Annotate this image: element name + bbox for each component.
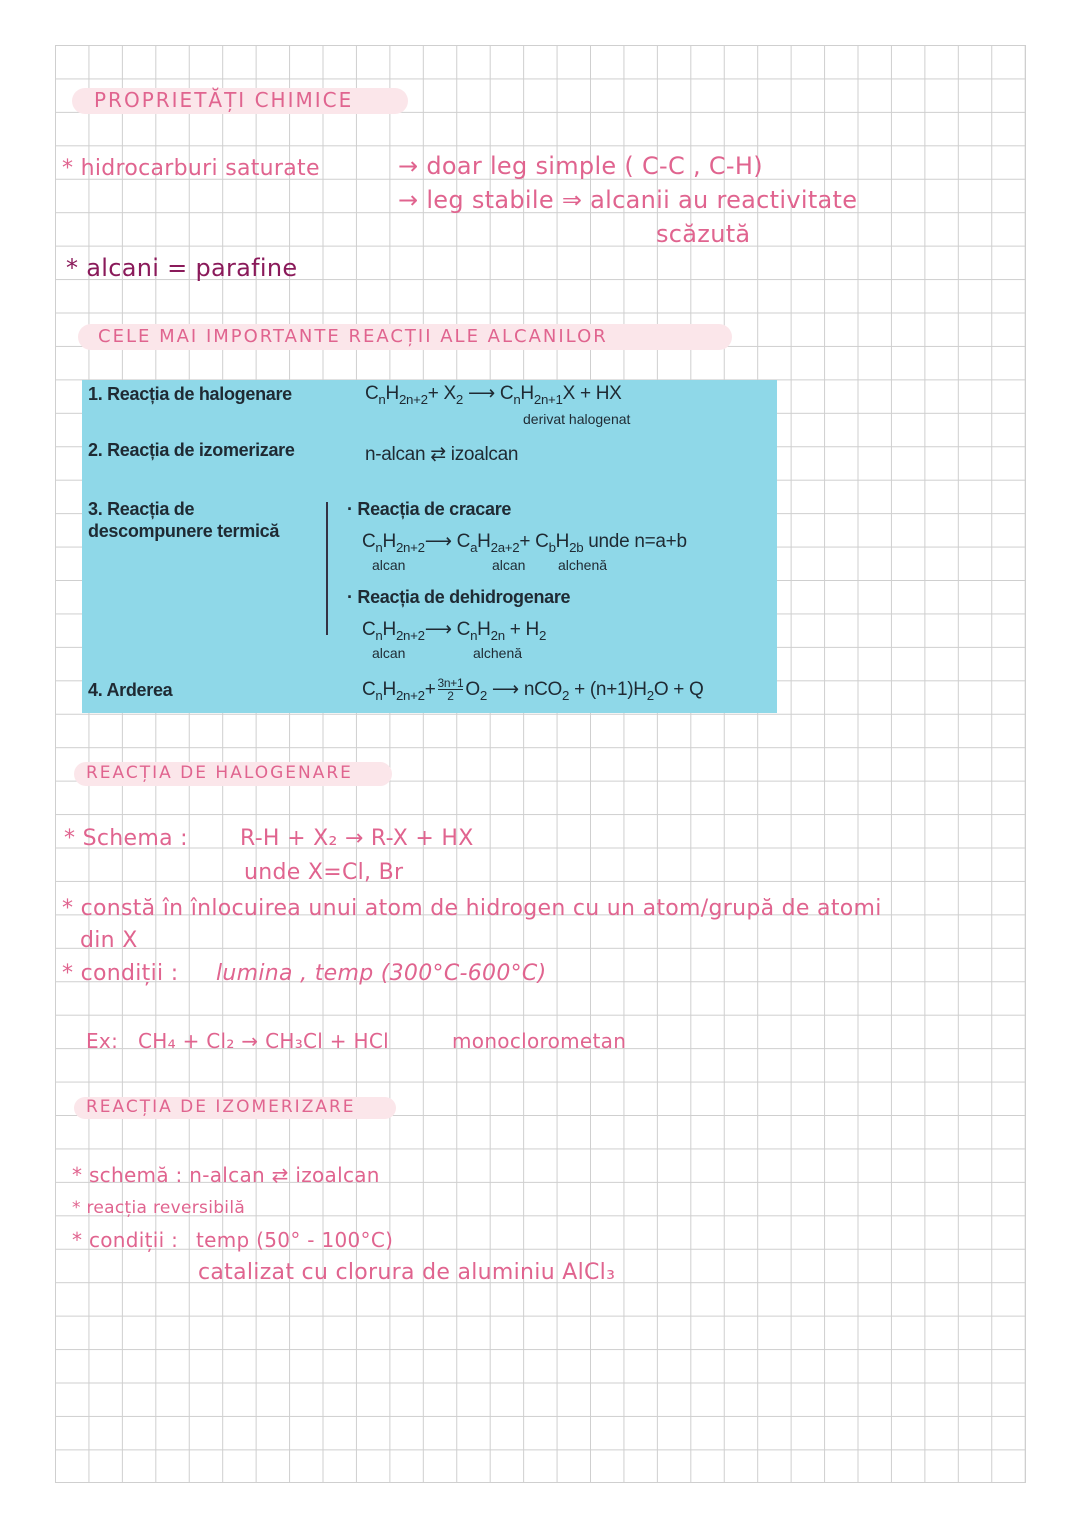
izomerizare-reversible: * reacția reversibilă <box>72 1198 246 1218</box>
intro-simple-bonds: → doar leg simple ( C-C , C-H) <box>398 152 763 180</box>
halogenare-definition-1: * constă în înlocuirea unui atom de hidrogen cu un atom/grupă de atomi <box>62 896 882 921</box>
intro-saturated-label: * hidrocarburi saturate <box>62 156 320 181</box>
arderea-rhs: $O_2$ ⟶ $nCO_2 + (n+1)H_2O + Q$ <box>465 678 704 703</box>
halogenare-schema-where: unde X=Cl, Br <box>244 860 404 885</box>
izomerizare-conditions-value: temp (50° - 100°C) <box>196 1228 394 1252</box>
row-descompunere-label-1: 3. Reacția de <box>88 499 195 519</box>
arderea-fraction: $\frac{3n+1}{2}$ <box>437 676 464 703</box>
reactions-table <box>82 380 777 713</box>
halogenare-definition-2: din X <box>80 928 138 953</box>
row-descompunere-label-2: descompunere termică <box>88 521 280 541</box>
example-product-name: monoclorometan <box>452 1029 627 1053</box>
example-label: Ex: <box>86 1029 119 1053</box>
halogenare-schema-equation: R-H + X₂ → R-X + HX <box>240 826 474 851</box>
halogenare-heading: REACȚIA DE HALOGENARE <box>86 763 353 783</box>
intro-low-reactivity: scăzută <box>656 220 751 248</box>
example-equation: CH₄ + Cl₂ → CH₃Cl + HCl <box>138 1029 389 1053</box>
intro-alcani-parafine: * alcani = parafine <box>66 254 298 282</box>
izomerizare-heading: REACȚIA DE IZOMERIZARE <box>86 1097 356 1117</box>
cracare-title: · Reacția de cracare <box>347 499 512 519</box>
izomerizare-schema: * schemă : n-alcan ⇄ izoalcan <box>72 1163 380 1187</box>
cracare-under-2: alcan <box>492 557 526 573</box>
arderea-lhs: $C_nH_{2n+2}+$ <box>362 678 436 703</box>
divider-line <box>326 502 328 635</box>
intro-stable-bonds: → leg stabile ⇒ alcanii au reactivitate <box>398 186 858 214</box>
izomerizare-conditions-label: * condiții : <box>72 1228 179 1252</box>
dehidrogenare-under-1: alcan <box>372 645 406 661</box>
dehidrogenare-title: · Reacția de dehidrogenare <box>347 587 571 607</box>
row-arderea-equation <box>362 677 704 702</box>
page-title: PROPRIETĂȚI CHIMICE <box>94 88 354 112</box>
izomerizare-catalyst: catalizat cu clorura de aluminiu AlCl₃ <box>198 1260 616 1285</box>
row-halogenare-note: derivat halogenat <box>523 411 631 427</box>
row-izomerizare-label: 2. Reacția de izomerizare <box>88 440 295 460</box>
cracare-under-3: alchenă <box>558 557 608 573</box>
cracare-equation: $C_nH_{2n+2}⟶$ $C_aH_{2a+2}+ C_bH_{2b}$ unde n=a+b <box>362 531 687 555</box>
reactions-heading: CELE MAI IMPORTANTE REACȚII ALE ALCANILOR <box>98 326 608 347</box>
row-arderea-label: 4. Arderea <box>88 680 173 700</box>
halogenare-conditions-value: lumina , temp (300°C-600°C) <box>216 961 547 986</box>
dehidrogenare-under-2: alchenă <box>473 645 523 661</box>
halogenare-schema-label: * Schema : <box>64 826 188 851</box>
row-halogenare-equation: $C_nH_{2n+2}+ X_2$ ⟶ $C_nH_{2n+1}X$ + HX <box>365 383 622 407</box>
cracare-under-1: alcan <box>372 557 406 573</box>
row-izomerizare-equation: n-alcan ⇄ izoalcan <box>365 444 519 465</box>
row-halogenare-label: 1. Reacția de halogenare <box>88 384 292 404</box>
dehidrogenare-equation: $C_nH_{2n+2}⟶$ $C_nH_{2n} + H_2$ <box>362 619 547 643</box>
halogenare-conditions-label: * condiții : <box>62 961 179 986</box>
